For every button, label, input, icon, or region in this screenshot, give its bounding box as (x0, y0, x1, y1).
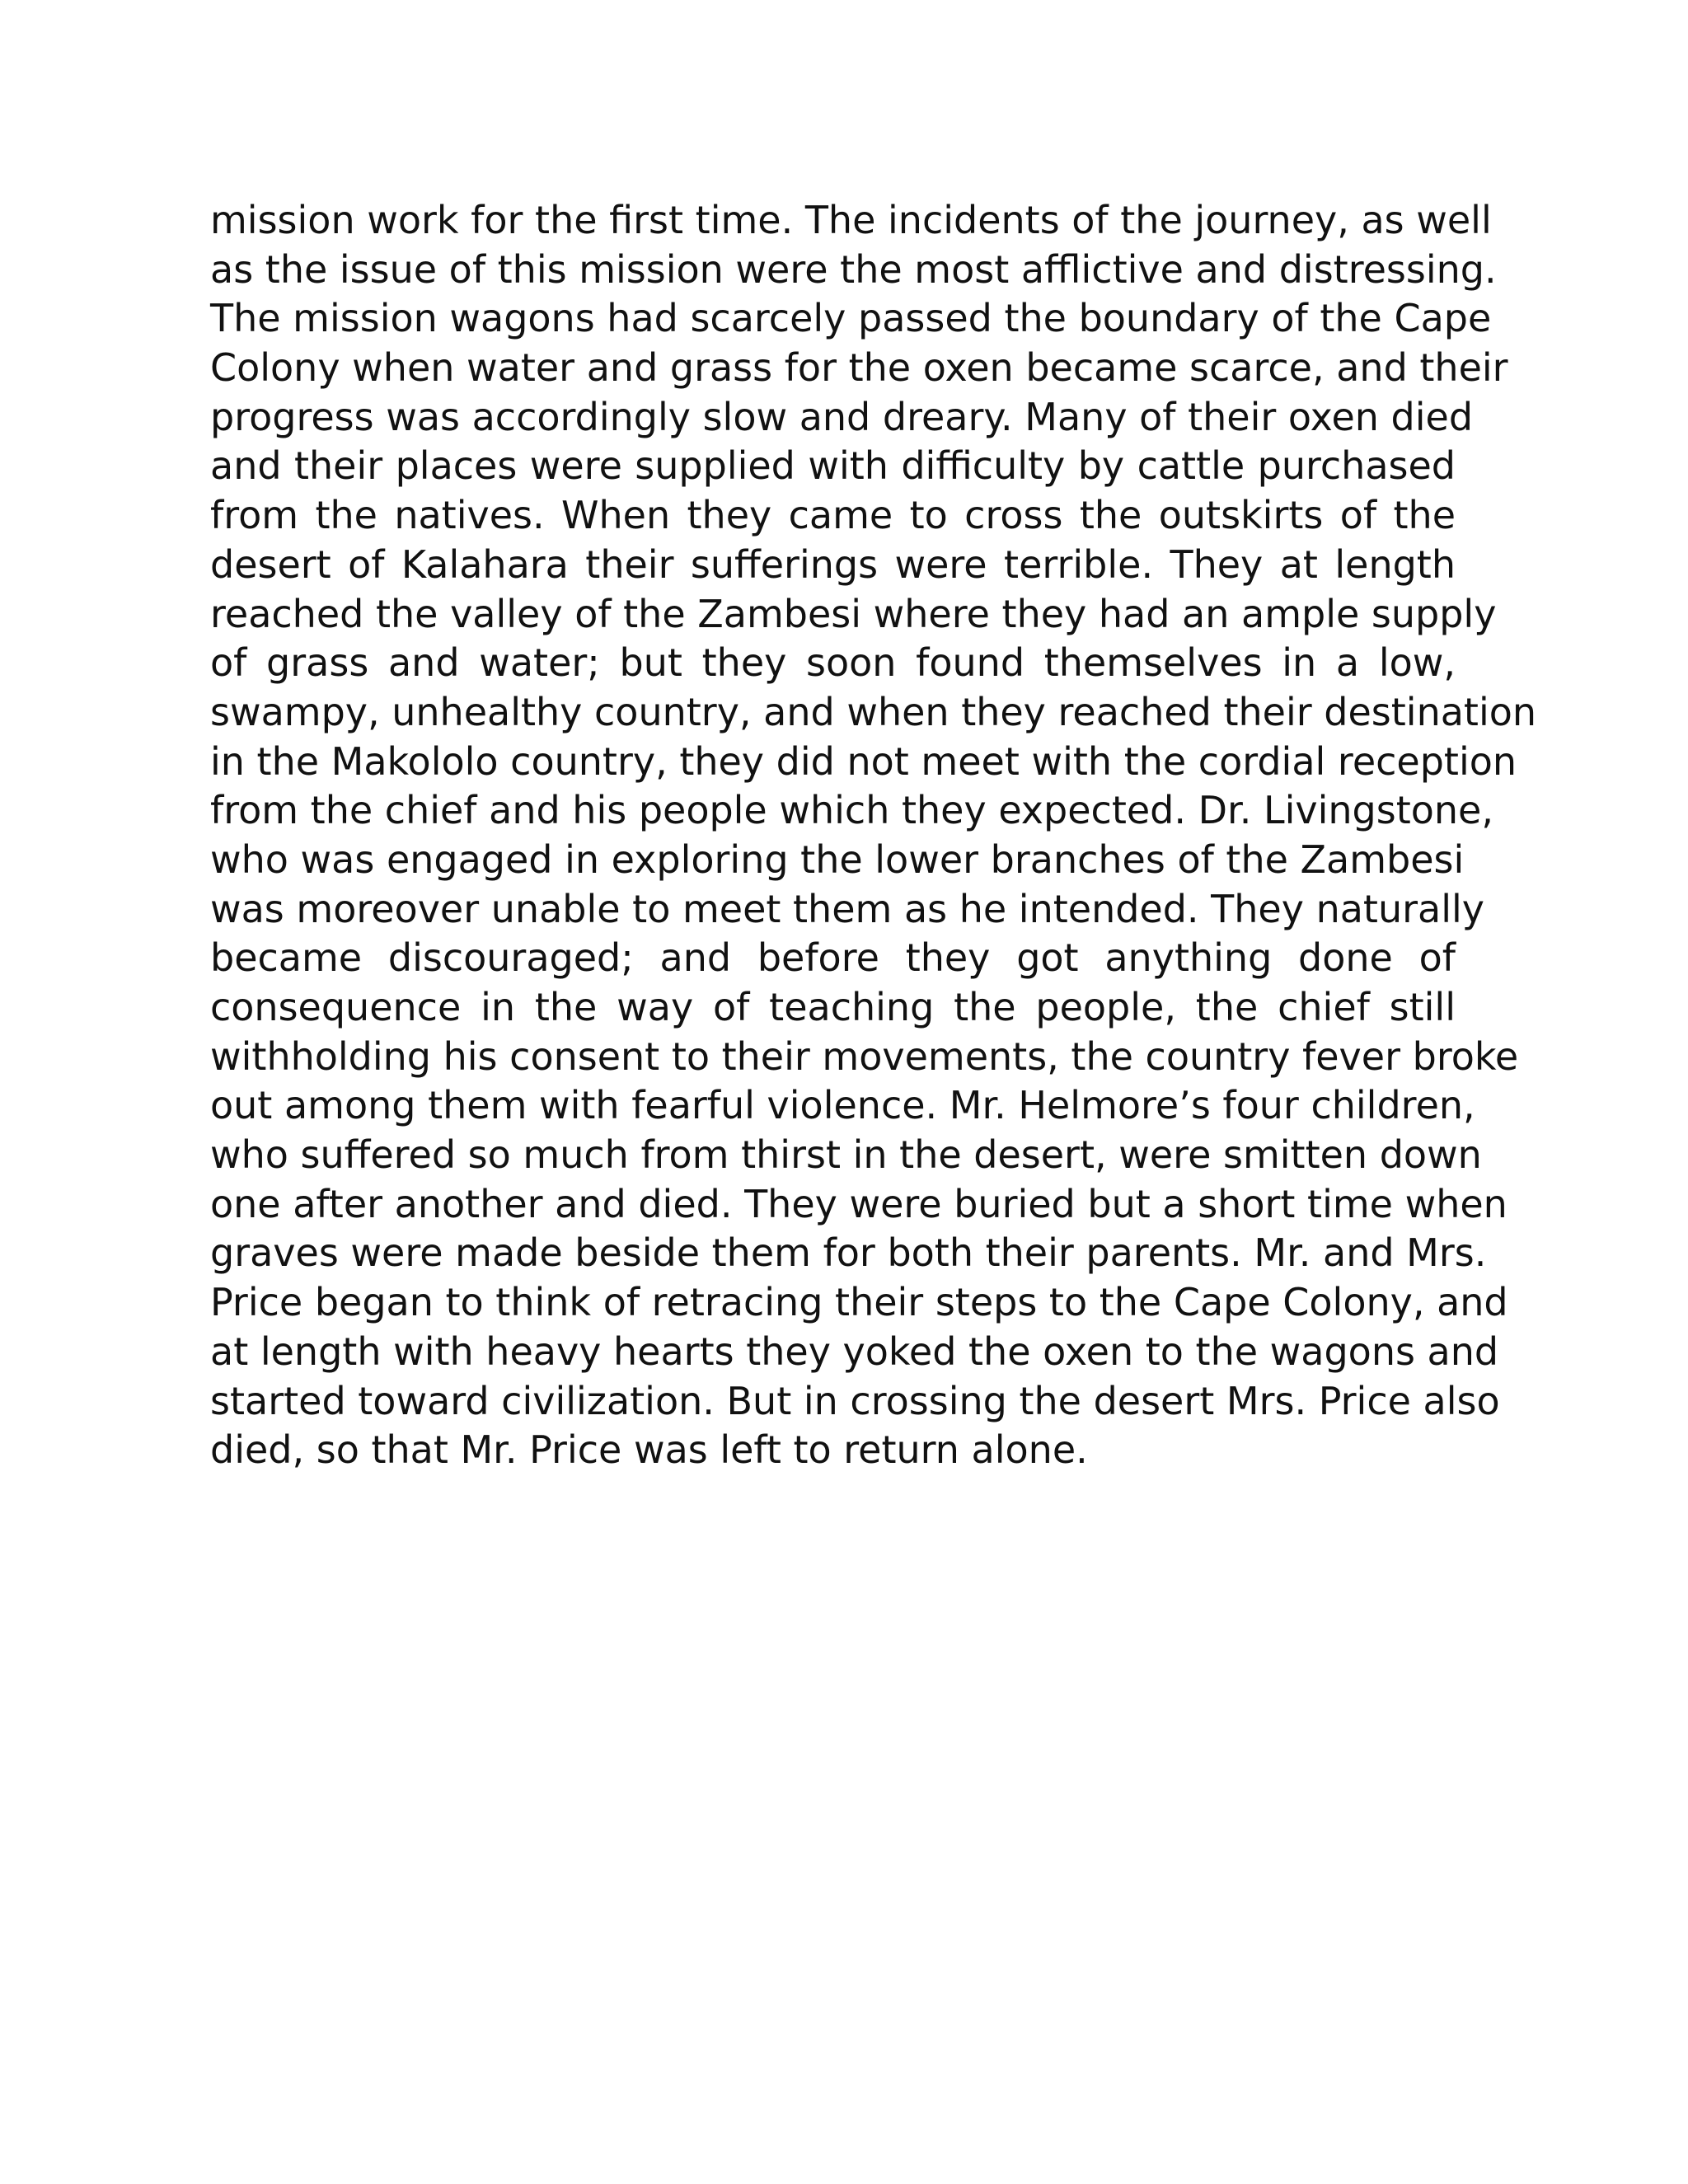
text-line: out among them with fearful violence. Mr. Helmore’s four children, (210, 1083, 1475, 1128)
text-line: started toward civilization. But in crossing the desert Mrs. Price also (210, 1378, 1500, 1423)
text-line: as the issue of this mission were the most afflictive and distressing. (210, 246, 1497, 292)
text-line: desert of Kalahara their sufferings were terrible. They at length (210, 541, 1456, 587)
text-line: one after another and died. They were buried but a short time when (210, 1181, 1507, 1226)
text-line: in the Makololo country, they did not meet with the cordial reception (210, 738, 1517, 784)
text-line: was moreover unable to meet them as he intended. They naturally (210, 886, 1484, 931)
body-paragraph (210, 196, 1537, 1475)
text-line: Colony when water and grass for the oxen became scarce, and their (210, 345, 1508, 391)
text-line: of grass and water; but they soon found themselves in a low, (210, 640, 1456, 686)
text-line: from the chief and his people which they expected. Dr. Livingstone, (210, 788, 1493, 833)
text-line: withholding his consent to their movements, the country fever broke (210, 1033, 1519, 1079)
text-line: who was engaged in exploring the lower branches of the Zambesi (210, 837, 1465, 882)
text-line: and their places were supplied with difficulty by cattle purchased (210, 443, 1456, 489)
text-line: who suffered so much from thirst in the desert, were smitten down (210, 1132, 1482, 1178)
text-line: died, so that Mr. Price was left to return alone. (210, 1427, 1088, 1473)
text-line: graves were made beside them for both their parents. Mr. and Mrs. (210, 1230, 1487, 1276)
text-line: became discouraged; and before they got anything done of (210, 935, 1456, 981)
text-line: from the natives. When they came to cross the outskirts of the (210, 493, 1456, 538)
text-line: at length with heavy hearts they yoked the oxen to the wagons and (210, 1329, 1499, 1374)
text-line: swampy, unhealthy country, and when they reached their destination (210, 689, 1537, 734)
text-line: progress was accordingly slow and dreary. Many of their oxen died (210, 394, 1474, 439)
text-line: The mission wagons had scarcely passed the boundary of the Cape (210, 296, 1492, 341)
text-line: reached the valley of the Zambesi where they had an ample supply (210, 591, 1497, 636)
text-line: Price began to think of retracing their steps to the Cape Colony, and (210, 1280, 1508, 1325)
text-line: mission work for the first time. The incidents of the journey, as well (210, 198, 1492, 242)
text-line: consequence in the way of teaching the people, the chief still (210, 985, 1456, 1029)
